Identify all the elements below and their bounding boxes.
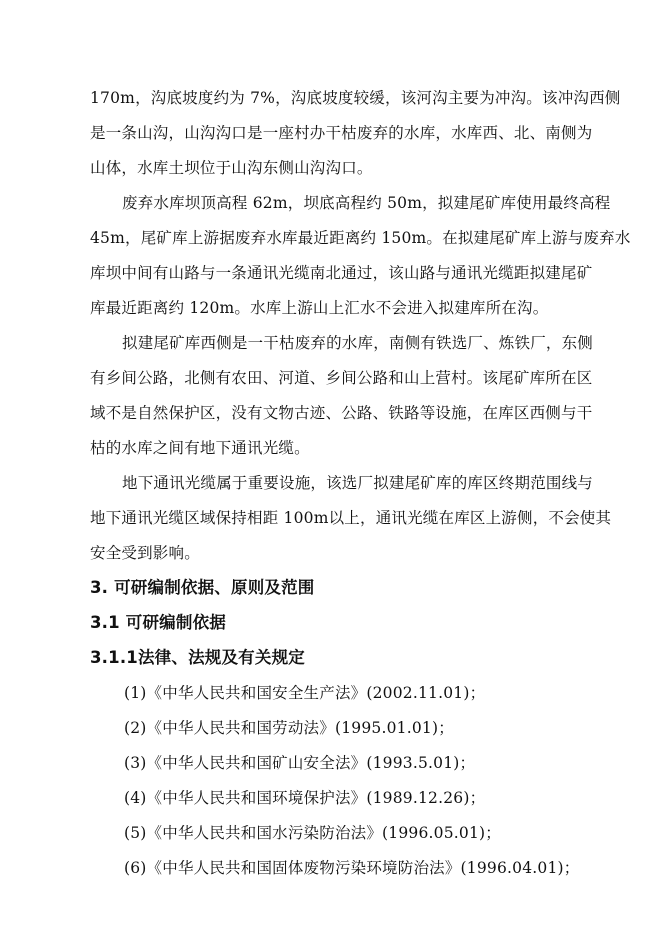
paragraph-3-line-2: 有乡间公路，北侧有农田、河道、乡间公路和山上营村。该尾矿库所在区 — [90, 369, 593, 387]
paragraph-4-line-3: 安全受到影响。 — [90, 544, 200, 562]
paragraph-3-line-4: 枯的水库之间有地下通讯光缆。 — [90, 439, 310, 457]
reference-item: (6)《中华人民共和国固体废物污染环境防治法》(1996.04.01)； — [124, 859, 580, 877]
paragraph-4-line-2: 地下通讯光缆区域保持相距 100m以上，通讯光缆在库区上游侧，不会使其 — [90, 509, 612, 527]
paragraph-4-line-1: 地下通讯光缆属于重要设施，该选厂拟建尾矿库的库区终期范围线与 — [122, 474, 594, 492]
reference-item: (1)《中华人民共和国安全生产法》(2002.11.01)； — [124, 684, 486, 702]
section-heading-3-1: 3.1 可研编制依据 — [90, 613, 226, 632]
reference-item: (2)《中华人民共和国劳动法》(1995.01.01)； — [124, 719, 454, 737]
reference-item: (3)《中华人民共和国矿山安全法》(1993.5.01)； — [124, 754, 476, 772]
section-heading-3: 3. 可研编制依据、原则及范围 — [90, 578, 315, 597]
paragraph-3-line-3: 域不是自然保护区，没有文物古迹、公路、铁路等设施，在库区西侧与干 — [90, 404, 593, 422]
paragraph-1-line-2: 是一条山沟，山沟沟口是一座村办干枯废弃的水库，水库西、北、南侧为 — [90, 124, 593, 142]
paragraph-2-line-4: 库最近距离约 120m。水库上游山上汇水不会进入拟建库所在沟。 — [90, 299, 549, 317]
paragraph-1-line-1: 170m，沟底坡度约为 7%，沟底坡度较缓，该河沟主要为冲沟。该冲沟西侧 — [90, 89, 621, 107]
reference-item: (4)《中华人民共和国环境保护法》(1989.12.26)； — [124, 789, 486, 807]
reference-item: (5)《中华人民共和国水污染防治法》(1996.05.01)； — [124, 824, 501, 842]
paragraph-1-line-3: 山体，水库土坝位于山沟东侧山沟沟口。 — [90, 159, 373, 177]
paragraph-3-line-1: 拟建尾矿库西侧是一干枯废弃的水库，南侧有铁选厂、炼铁厂，东侧 — [122, 334, 594, 352]
paragraph-2-line-3: 库坝中间有山路与一条通讯光缆南北通过，该山路与通讯光缆距拟建尾矿 — [90, 264, 593, 282]
paragraph-2-line-1: 废弃水库坝顶高程 62m，坝底高程约 50m，拟建尾矿库使用最终高程 — [122, 194, 611, 212]
paragraph-2-line-2: 45m，尾矿库上游据废弃水库最近距离约 150m。在拟建尾矿库上游与废弃水 — [90, 229, 631, 247]
section-heading-3-1-1: 3.1.1法律、法规及有关规定 — [90, 648, 305, 667]
